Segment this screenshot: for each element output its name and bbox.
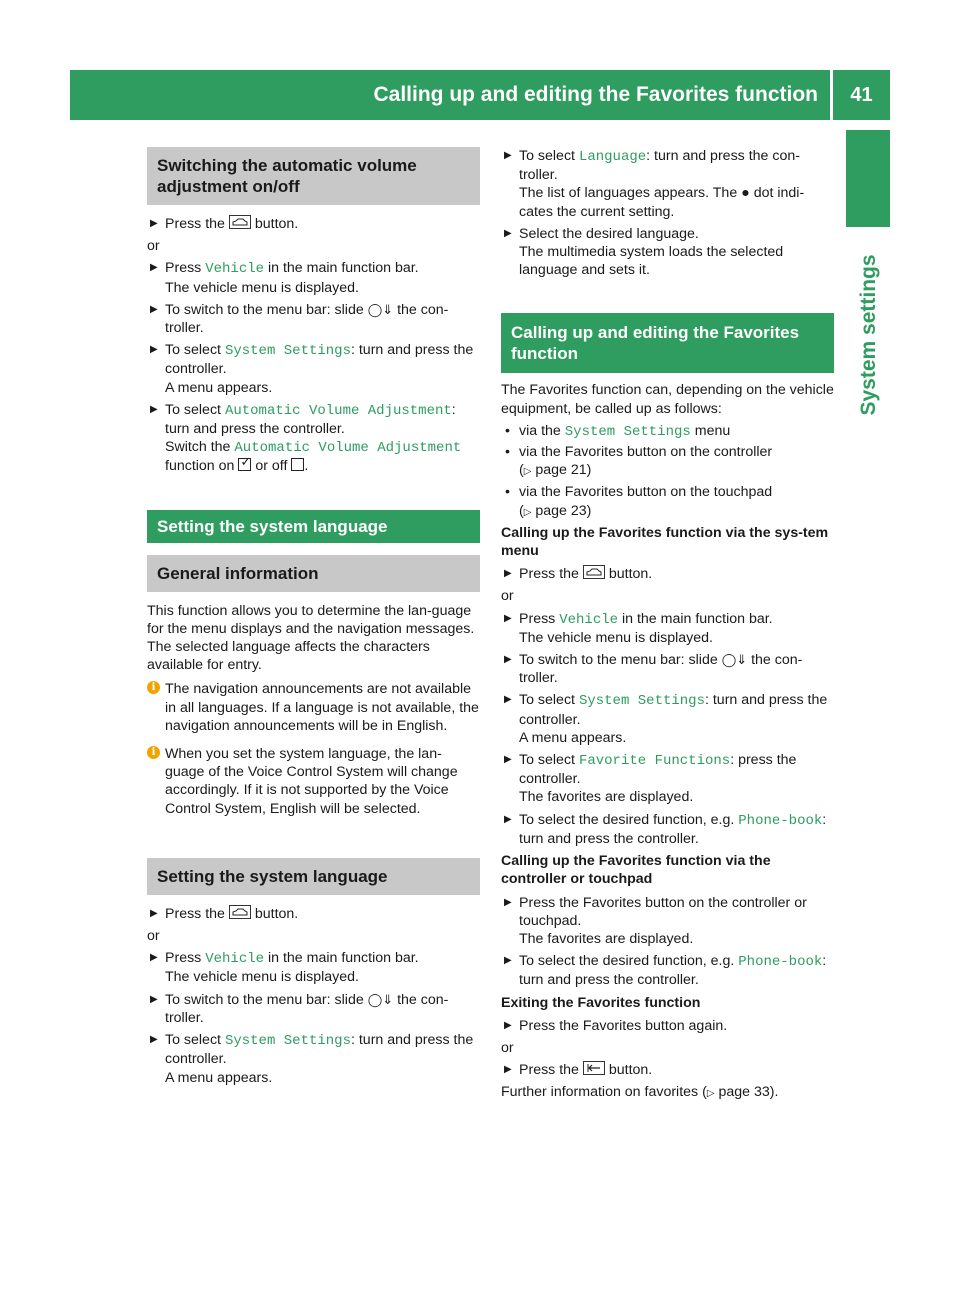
step: ▶ Press Vehicle in the main function bar. The vehicle menu is displayed. — [150, 950, 419, 986]
step-arrow-icon: ▶ — [150, 218, 158, 229]
info-note: i When you set the system language, the lan-guage of the Voice Control System will change accordingly. If it is not supported by the Voice Control System, English will be selected. — [147, 745, 480, 818]
menu-term: Language — [578, 149, 647, 165]
selection-dot-icon: ● — [741, 185, 750, 202]
paragraph: The Favorites function can, depending on the vehicle equipment, be called up as follows: — [501, 382, 834, 417]
menu-term: Vehicle — [559, 611, 619, 628]
car-key-icon — [229, 215, 251, 229]
page-reference[interactable]: page 21) — [535, 462, 592, 479]
checkbox-empty-icon — [291, 458, 304, 471]
menu-term: System Settings — [578, 693, 705, 710]
page-reference[interactable]: page 23) — [535, 502, 592, 519]
step-arrow-icon: ▶ — [150, 952, 158, 964]
step-arrow-icon: ▶ — [504, 568, 512, 580]
step-arrow-icon: ▶ — [150, 993, 158, 1005]
menu-term: System Settings — [224, 1033, 351, 1050]
step: ▶ To select Favorite Functions: press the controller. The favorites are displayed. — [504, 752, 797, 806]
back-button-icon — [583, 1061, 605, 1075]
step-arrow-icon: ▶ — [504, 654, 512, 666]
step: ▶ Press the button. — [504, 566, 653, 583]
step: ▶ Press the button. — [504, 1062, 653, 1079]
menu-term: Automatic Volume Adjustment — [234, 440, 462, 457]
subheading: Exiting the Favorites function — [501, 994, 701, 1011]
checkbox-checked-icon: ✓ — [240, 454, 252, 470]
menu-term: Favorite Functions — [578, 753, 731, 770]
step: ▶ Press the button. — [150, 216, 299, 232]
left-column — [147, 147, 480, 1091]
step: ▶ To select the desired function, e.g. Phone‐book: turn and press the controller. — [504, 953, 827, 989]
controller-slide-icon: ◯⇓ — [367, 991, 394, 1007]
step-arrow-icon: ▶ — [504, 754, 512, 766]
menu-term: Phone‐book — [738, 954, 823, 971]
info-icon: i — [147, 681, 160, 694]
paragraph: Further information on favorites (▷ page 33). — [501, 1084, 779, 1101]
right-column — [501, 147, 834, 1108]
section-heading: Setting the system language — [147, 858, 480, 895]
section-heading: General information — [147, 555, 480, 592]
step: ▶ To select Automatic Volume Adjustment: turn and press the controller. Switch the Automatic Volume Adjustment function on ✓ or off . — [150, 401, 462, 475]
controller-slide-icon: ◯⇓ — [367, 301, 394, 317]
subheading: Calling up the Favorites function via the controller or touchpad — [501, 853, 771, 888]
menu-term: Vehicle — [205, 951, 265, 968]
step: ▶ Press Vehicle in the main function bar. The vehicle menu is displayed. — [504, 610, 773, 646]
step: ▶ Press the Favorites button again. — [504, 1017, 728, 1034]
bullet-item: • via the Favorites button on the touchpad (▷ page 23) — [505, 484, 773, 519]
step-arrow-icon: ▶ — [150, 262, 158, 274]
section-label: System settings — [857, 254, 880, 416]
step-arrow-icon: ▶ — [504, 612, 512, 624]
bullet-item: • via the Favorites button on the controller (▷ page 21) — [505, 444, 773, 479]
step-arrow-icon: ▶ — [504, 227, 512, 239]
step-arrow-icon: ▶ — [150, 303, 158, 315]
step-arrow-icon: ▶ — [504, 150, 512, 161]
car-key-icon — [229, 905, 251, 919]
step-arrow-icon: ▶ — [150, 1034, 158, 1046]
section-tab — [846, 130, 890, 227]
step: ▶ Press the button. — [150, 905, 299, 922]
step: ▶ Select the desired language. The multimedia system loads the selected language and sets it. — [504, 225, 784, 279]
info-note: i The navigation announcements are not available in all languages. If a language is not available, the navigation announcements will be in English. — [147, 680, 480, 735]
info-icon: i — [147, 746, 160, 759]
page-reference[interactable]: page 33). — [718, 1084, 779, 1101]
menu-term: Vehicle — [205, 261, 265, 278]
step: ▶ Press the Favorites button on the controller or touchpad. The favorites are displayed. — [504, 894, 807, 947]
or-text: or — [147, 238, 160, 255]
menu-term: Phone‐book — [738, 812, 823, 829]
paragraph: This function allows you to determine the lan-guage for the menu displays and the navigation messages. The selected language affects the characters available for entry. — [147, 602, 475, 674]
page-ref-icon: ▷ — [523, 466, 532, 478]
step-arrow-icon: ▶ — [150, 907, 158, 919]
step-arrow-icon: ▶ — [504, 1064, 512, 1076]
page-ref-icon: ▷ — [523, 506, 532, 518]
step: ▶ To select System Settings: turn and press the controller. A menu appears. — [504, 692, 828, 746]
controller-slide-icon: ◯⇓ — [721, 652, 748, 668]
section-heading: Switching the automatic volume adjustment on/off — [147, 147, 480, 205]
menu-term: Automatic Volume Adjustment — [224, 402, 452, 419]
section-heading-green: Calling up and editing the Favorites function — [501, 313, 834, 373]
step: ▶ To select Language: turn and press the con-troller. The list of languages appears. The ● dot indi-cates the current setting. — [504, 148, 805, 220]
car-key-icon — [583, 565, 605, 579]
step: ▶ To select System Settings: turn and press the controller. A menu appears. — [150, 342, 474, 396]
header-title: Calling up and editing the Favorites function — [373, 83, 818, 106]
step-arrow-icon: ▶ — [150, 403, 158, 415]
step: ▶ To switch to the menu bar: slide ◯⇓ the con-troller. — [150, 991, 449, 1026]
page-number: 41 — [850, 84, 873, 106]
or-text: or — [501, 588, 514, 605]
step-arrow-icon: ▶ — [504, 813, 512, 825]
section-heading-green: Setting the system language — [147, 510, 480, 543]
bullet-item: • via the System Settings menu — [505, 422, 731, 440]
step-arrow-icon: ▶ — [504, 955, 512, 967]
or-text: or — [147, 928, 160, 945]
page-ref-icon: ▷ — [706, 1088, 715, 1100]
or-text: or — [501, 1039, 514, 1056]
menu-term: System Settings — [224, 343, 351, 360]
step: ▶ Press Vehicle in the main function bar. The vehicle menu is displayed. — [150, 260, 419, 296]
step-arrow-icon: ▶ — [504, 694, 512, 706]
step-arrow-icon: ▶ — [504, 1019, 512, 1031]
menu-term: System Settings — [564, 423, 691, 440]
step: ▶ To select the desired function, e.g. Phone‐book: turn and press the controller. — [504, 811, 827, 847]
page-header — [70, 70, 890, 120]
step-arrow-icon: ▶ — [150, 344, 158, 356]
step: ▶ To select System Settings: turn and press the controller. A menu appears. — [150, 1032, 474, 1086]
step: ▶ To switch to the menu bar: slide ◯⇓ the con-troller. — [504, 652, 803, 687]
step-arrow-icon: ▶ — [504, 896, 512, 908]
subheading: Calling up the Favorites function via the sys-tem menu — [501, 524, 829, 560]
step: ▶ To switch to the menu bar: slide ◯⇓ the con-troller. — [150, 301, 449, 337]
